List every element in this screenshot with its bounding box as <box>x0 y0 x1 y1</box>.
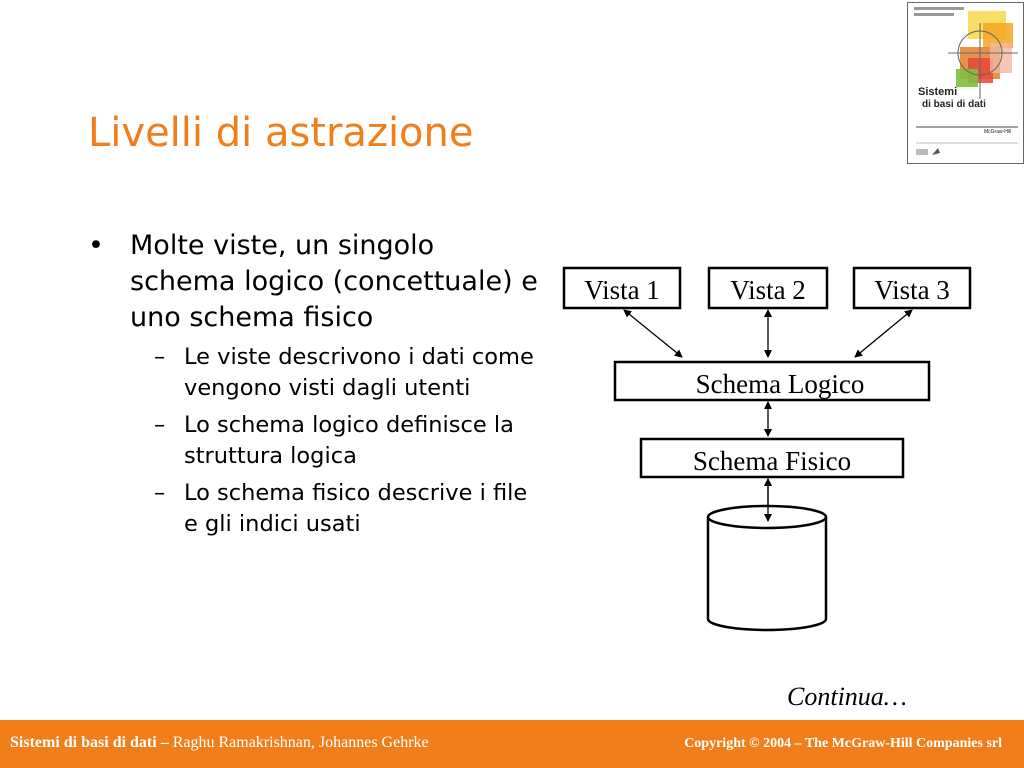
view-label-1: Vista 1 <box>584 275 660 305</box>
physical-schema-box <box>641 439 903 477</box>
dash-marker: – <box>154 344 166 370</box>
footer-left <box>10 734 429 752</box>
dash-marker: – <box>154 480 166 506</box>
view-box-2 <box>709 268 827 308</box>
view-label-2: Vista 2 <box>730 275 806 305</box>
sub-bullet-text: Lo schema fisico descrive i file e gli indici usati <box>184 480 528 537</box>
bullet-dot: • <box>88 230 104 261</box>
arrow-view1-logical <box>624 310 682 357</box>
dash-marker: – <box>154 412 166 438</box>
physical-schema-label: Schema Fisico <box>692 446 852 476</box>
continue-note: Continua… <box>787 682 907 711</box>
slide-title: Livelli di astrazione <box>88 110 474 156</box>
view-box-3 <box>854 268 970 308</box>
svg-text:McGraw-Hill: McGraw-Hill <box>984 129 1012 135</box>
footer-authors: Raghu Ramakrishnan, Johannes Gehrke <box>168 734 429 751</box>
logical-schema-label: Schema Logico <box>695 369 865 399</box>
book-cover-title-1: Sistemi <box>918 86 958 98</box>
sub-bullet-text: Le viste descrivono i dati come vengono visti dagli utenti <box>184 344 534 401</box>
footer-book-title: Sistemi di basi di dati – <box>10 734 169 751</box>
main-bullet-text: Molte viste, un singolo schema logico (concettuale) e uno schema fisico <box>130 230 538 333</box>
arrow-view3-logical <box>855 310 912 357</box>
disk-cylinder-icon <box>708 479 826 630</box>
view-label-3: Vista 3 <box>874 275 950 305</box>
book-cover-title-2: di basi di dati <box>922 99 986 110</box>
footer-bar <box>0 720 1024 768</box>
sub-bullet-text: Lo schema logico definisce la struttura logica <box>184 412 514 469</box>
logical-schema-box <box>615 362 929 400</box>
view-box-1 <box>564 268 680 308</box>
footer-copyright: Copyright © 2004 – The McGraw-Hill Companies srl <box>684 736 1002 751</box>
